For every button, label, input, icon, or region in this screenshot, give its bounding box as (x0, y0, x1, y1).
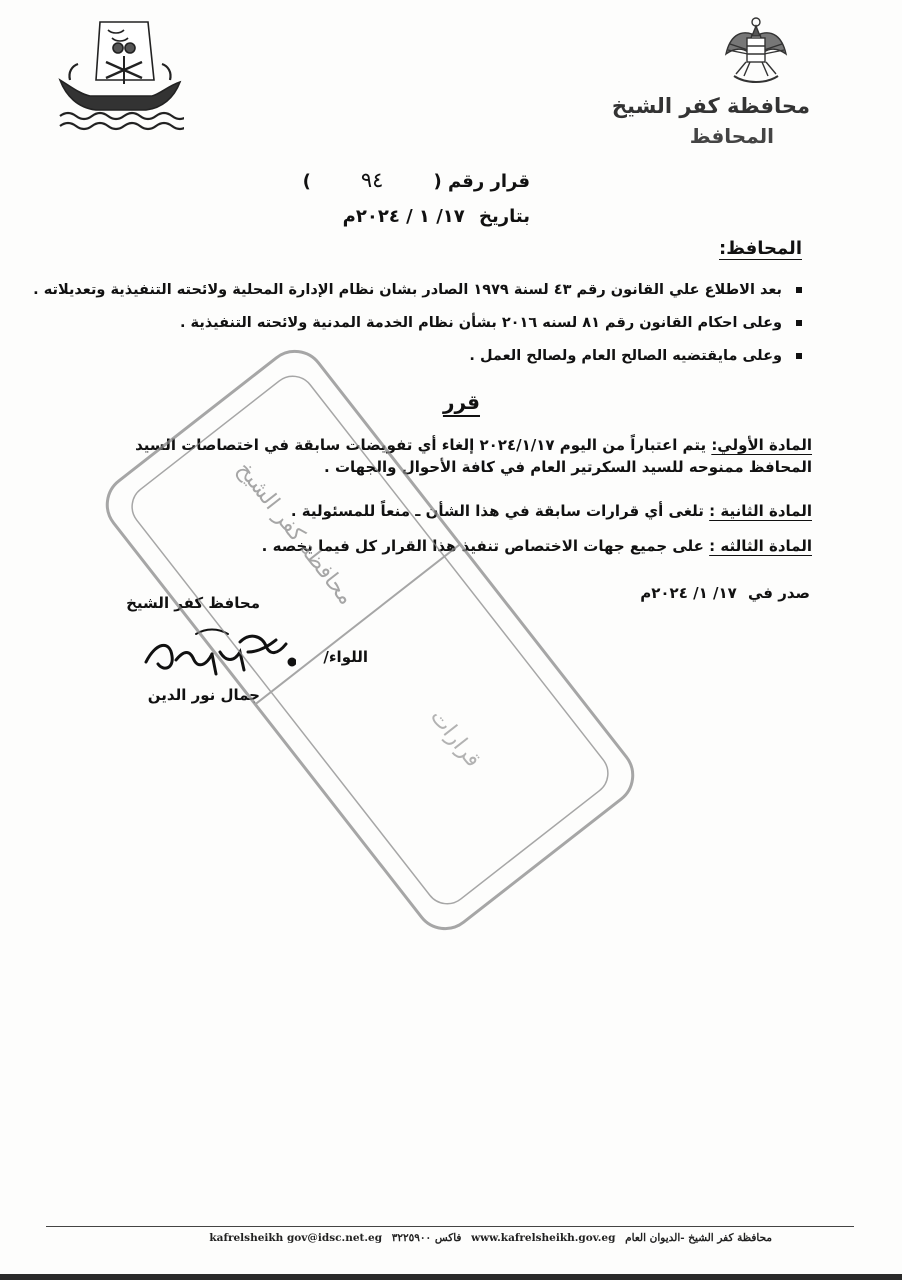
article-third (72, 535, 812, 557)
decision-number-label: قرار رقم ( ٩٤ ) (302, 168, 530, 192)
article-label: المادة الأولي: (711, 436, 812, 454)
article-label: المادة الثانية : (709, 502, 812, 520)
signatory-rank: اللواء/ (323, 648, 368, 666)
date-value: ١٧/ ١ / ٢٠٢٤م (342, 206, 465, 227)
article-text: تلغى أي قرارات سابقة في هذا الشأن ـ منعاً للمسئولية . (290, 502, 704, 520)
footer-email: kafrelsheikh gov@idsc.net.eg (209, 1232, 383, 1244)
footer-fax: فاكس ٣٢٢٥٩٠٠ (391, 1232, 462, 1244)
list-item: بعد الاطلاع علي القانون رقم ٤٣ لسنة ١٩٧٩ الصادر بشان نظام الإدارة المحلية ولائحته التنفيذية وتعديلاته . (97, 281, 802, 299)
office-title: المحافظ (689, 124, 774, 148)
list-item: وعلى مايقتضيه الصالح العام ولصالح العمل . (97, 347, 802, 365)
decision-heading: قرر (442, 390, 480, 414)
article-label: المادة الثالثه : (709, 537, 812, 555)
signatory-title: محافظ كفر الشيخ (126, 594, 260, 612)
issued-date: ١٧/ ١/ ٢٠٢٤م (640, 584, 737, 602)
bullet-icon (796, 353, 802, 359)
bullet-icon (796, 320, 802, 326)
footer-website: www.kafrelsheikh.gov.eg (471, 1232, 616, 1244)
eagle-emblem-icon (722, 14, 790, 86)
article-second (72, 500, 812, 522)
preamble-heading: المحافظ: (719, 238, 802, 259)
svg-text:محافظة كفر الشيخ: محافظة كفر الشيخ (231, 457, 359, 610)
governorate-emblem-icon (56, 16, 184, 134)
issued-label: صدر في (747, 584, 810, 602)
footer-org: محافظة كفر الشيخ -الديوان العام (625, 1232, 772, 1244)
article-first (72, 434, 812, 478)
svg-text:قرارات: قرارات (424, 704, 486, 773)
decision-date (343, 206, 530, 227)
signatory-name: جمال نور الدين (147, 686, 260, 704)
date-label: بتاريخ (479, 206, 530, 227)
footer-divider (46, 1226, 854, 1227)
article-text: يتم اعتباراً من اليوم ٢٠٢٤/١/١٧ إلغاء أي تفويضات سابقة في اختصاصات السيد المحافظ ممنوحه للسيد السكرتير العام في كافة الأحوال والجهات . (135, 436, 812, 476)
preamble-list (33, 281, 802, 380)
footer-contact (203, 1232, 772, 1244)
list-item: وعلى احكام القانون رقم ٨١ لسنه ٢٠١٦ بشأن نظام الخدمة المدنية ولائحته التنفيذية . (97, 314, 802, 332)
handwritten-signature (136, 622, 296, 682)
issued-line (640, 584, 810, 602)
governorate-name: محافظة كفر الشيخ (611, 94, 810, 118)
decision-number: ٩٤ (360, 168, 384, 192)
article-text: على جميع جهات الاختصاص تنفيذ هذا القرار كل فيما يخصه . (261, 537, 704, 555)
scan-border (0, 1274, 902, 1280)
bullet-icon (796, 287, 802, 293)
